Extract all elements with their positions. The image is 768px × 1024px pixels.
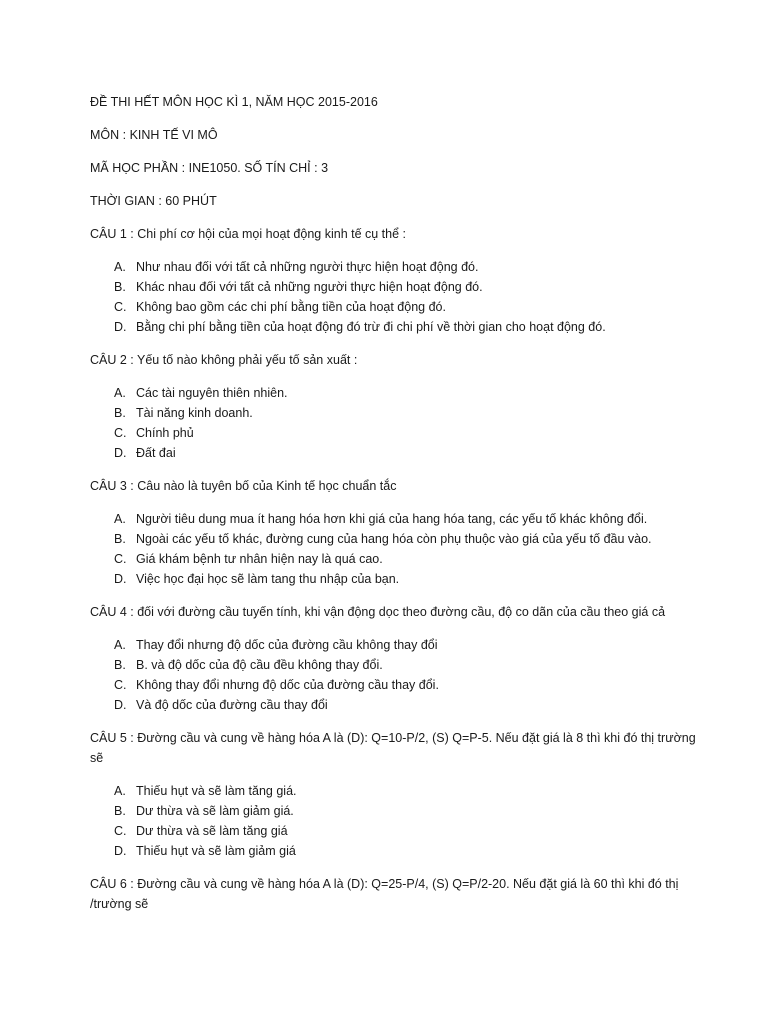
question-5 [90,728,710,861]
option-text: Dư thừa và sẽ làm tăng giá [136,824,288,838]
option-letter: B. [114,804,126,818]
option-letter: B. [114,532,126,546]
question-1 [90,224,710,337]
question-6 [90,874,710,914]
option-letter: C. [114,678,127,692]
option-text: Đất đai [136,446,176,460]
option-text: Thiếu hụt và sẽ làm tăng giá. [136,784,297,798]
answer-option [114,423,710,443]
option-text: Dư thừa và sẽ làm giảm giá. [136,804,294,818]
question-text: CÂU 4 : đối với đường cầu tuyến tính, khi vận động dọc theo đường cầu, độ co dãn của cầu theo giá cả [90,605,666,619]
option-letter: D. [114,446,127,460]
answer-option [114,675,710,695]
option-text: Không thay đổi nhưng độ dốc của đường cầu thay đổi. [136,678,439,692]
answer-options [90,635,710,715]
answer-option [114,635,710,655]
option-letter: D. [114,844,127,858]
option-letter: B. [114,280,126,294]
exam-page [90,92,710,927]
option-text: Chính phủ [136,426,194,440]
option-letter: A. [114,784,126,798]
option-text: Giá khám bệnh tư nhân hiện nay là quá cao. [136,552,383,566]
answer-option [114,257,710,277]
answer-option [114,549,710,569]
answer-options [90,257,710,337]
option-letter: B. [114,658,126,672]
answer-options [90,509,710,589]
option-text: Bằng chi phí bằng tiền của hoạt động đó trừ đi chi phí về thời gian cho hoạt động đó. [136,320,606,334]
option-text: Thiếu hụt và sẽ làm giảm giá [136,844,296,858]
option-letter: A. [114,260,126,274]
option-letter: D. [114,698,127,712]
option-letter: C. [114,824,127,838]
question-4 [90,602,710,715]
option-text: Như nhau đối với tất cả những người thực hiện hoạt động đó. [136,260,479,274]
option-letter: B. [114,406,126,420]
answer-option [114,841,710,861]
option-text: Và độ dốc của đường cầu thay đổi [136,698,328,712]
exam-duration: THỜI GIAN : 60 PHÚT [90,194,217,208]
answer-option [114,821,710,841]
option-text: Tài năng kinh doanh. [136,406,253,420]
option-text: B. và độ dốc của độ cầu đều không thay đổi. [136,658,383,672]
question-text: CÂU 3 : Câu nào là tuyên bố của Kinh tế học chuẩn tắc [90,479,397,493]
question-text: CÂU 6 : Đường cầu và cung về hàng hóa A là (D): Q=25-P/4, (S) Q=P/2-20. Nếu đặt giá là 60 thì khi đó thị /trường sẽ [90,877,679,911]
option-letter: C. [114,426,127,440]
option-text: Khác nhau đối với tất cả những người thực hiện hoạt động đó. [136,280,483,294]
option-text: Người tiêu dung mua ít hang hóa hơn khi giá của hang hóa tang, các yếu tố khác không đổi. [136,512,648,526]
answer-option [114,277,710,297]
option-text: Các tài nguyên thiên nhiên. [136,386,288,400]
question-2 [90,350,710,463]
answer-option [114,801,710,821]
question-list [90,224,710,914]
option-letter: A. [114,386,126,400]
answer-option [114,695,710,715]
option-letter: D. [114,572,127,586]
answer-option [114,569,710,589]
option-letter: D. [114,320,127,334]
exam-title: ĐỀ THI HẾT MÔN HỌC KÌ 1, NĂM HỌC 2015-2016 [90,95,378,109]
option-letter: A. [114,638,126,652]
option-text: Thay đổi nhưng độ dốc của đường cầu không thay đổi [136,638,438,652]
answer-option [114,655,710,675]
question-3 [90,476,710,589]
answer-option [114,403,710,423]
question-text: CÂU 5 : Đường cầu và cung về hàng hóa A là (D): Q=10-P/2, (S) Q=P-5. Nếu đặt giá là 8 thì khi đó thị trường sẽ [90,731,696,765]
answer-option [114,509,710,529]
answer-option [114,781,710,801]
answer-option [114,317,710,337]
option-text: Việc học đại học sẽ làm tang thu nhập của bạn. [136,572,400,586]
question-text: CÂU 1 : Chi phí cơ hội của mọi hoạt động kinh tế cụ thể : [90,227,407,241]
answer-option [114,443,710,463]
answer-option [114,297,710,317]
answer-option [114,529,710,549]
option-letter: C. [114,552,127,566]
option-letter: C. [114,300,127,314]
option-text: Không bao gồm các chi phí bằng tiền của hoạt động đó. [136,300,446,314]
option-text: Ngoài các yếu tố khác, đường cung của hang hóa còn phụ thuộc vào giá của yếu tố đầu vào. [136,532,652,546]
answer-option [114,383,710,403]
answer-options [90,383,710,463]
exam-course-code: MÃ HỌC PHẦN : INE1050. SỐ TÍN CHỈ : 3 [90,161,329,175]
answer-options [90,781,710,861]
question-text: CÂU 2 : Yếu tố nào không phải yếu tố sản xuất : [90,353,358,367]
exam-subject: MÔN : KINH TẾ VI MÔ [90,128,218,142]
option-letter: A. [114,512,126,526]
